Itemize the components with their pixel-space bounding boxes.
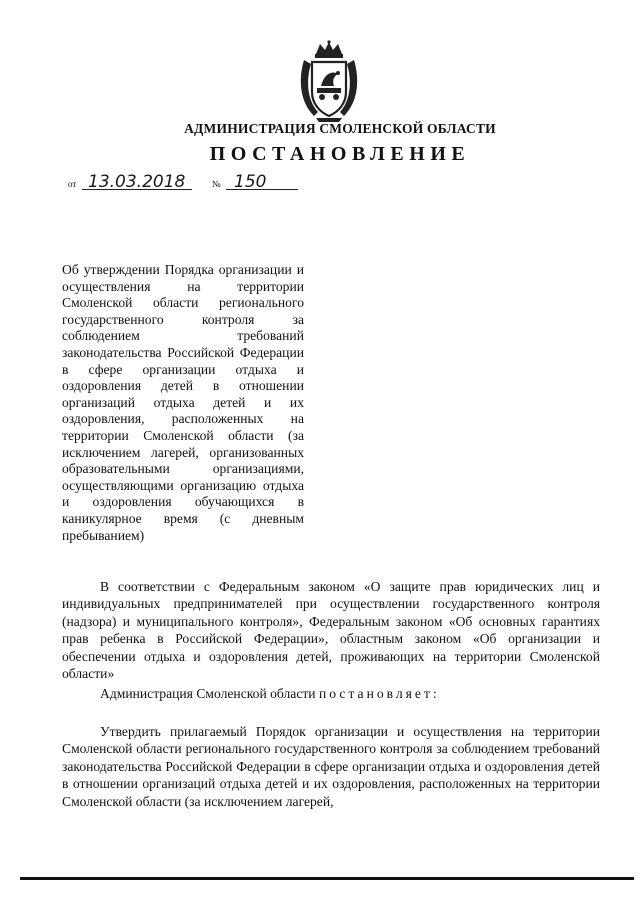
page-bottom-rule [20, 877, 634, 880]
handwritten-date: 13.03.2018 [88, 172, 186, 192]
preamble-paragraph: В соответствии с Федеральным законом «О защите прав юридических лиц и индивидуальных предпринимателей при осуществлении государственного контроля (надзора) и муниципального контроля», Федеральным законом «Об основных гарантиях прав ребенка в Российской Федерации», областным законом «Об организации и обеспечении отдыха и оздоровления детей, проживающих на территории Смоленской области» [62, 579, 600, 682]
handwritten-number: 150 [234, 172, 267, 192]
document-type-title: ПОСТАНОВЛЕНИЕ [209, 143, 471, 165]
resolution-paragraph [62, 685, 600, 702]
resolution-action: постановляет: [318, 686, 440, 701]
coat-of-arms-icon [294, 40, 364, 122]
approval-paragraph: Утвердить прилагаемый Порядок организации и осуществления на территории Смоленской области регионального государственного контроля за соблюдением требований законодательства Российской Федерации в сфере организации отдыха и оздоровления детей в отношении организаций отдыха детей и их оздоровления, расположенных на территории Смоленской области (за исключением лагерей, [62, 724, 600, 809]
document-subject: Об утверждении Порядка организации и осуществления на территории Смоленской области регионального государственного контроля за соблюдением требований законодательства Российской Федерации в сфере организации отдыха и оздоровления детей в отношении организаций отдыха детей и их оздоровления, расположенных на территории Смоленской области (за исключением лагерей, организованных образовательными организациями, осуществляющими организацию отдыха и оздоровления обучающихся в каникулярное время (с дневным пребыванием) [62, 262, 304, 543]
date-prefix: от [68, 179, 77, 189]
organization-title: АДМИНИСТРАЦИЯ СМОЛЕНСКОЙ ОБЛАСТИ [184, 121, 496, 136]
resolution-lead: Администрация Смоленской области [100, 686, 316, 701]
number-prefix: № [212, 179, 221, 189]
registration-line [68, 172, 308, 194]
